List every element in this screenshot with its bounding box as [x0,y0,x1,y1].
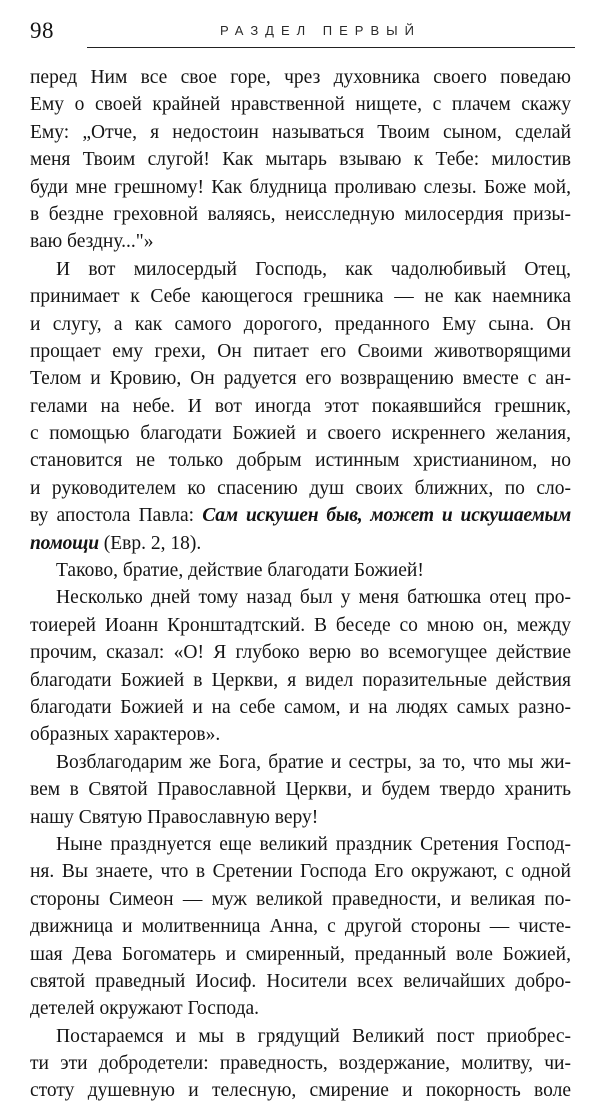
text-line [30,941,571,968]
line-text: Ему: „Отче, я недостоин называться Твоим сыном, сделай [30,121,571,143]
text-line [30,804,571,831]
text-line [30,694,571,721]
line-text: ваю бездну..."» [30,231,154,253]
text-line [30,174,571,201]
line-text: стороны Симеон — муж великой праведности, и великая по- [30,888,571,910]
line-text: и руководителем ко спасению душ своих ближних, по сло- [30,477,571,499]
line-text: образных характеров». [30,724,221,746]
line-text: ти эти добродетели: праведность, воздержание, молитву, чи- [30,1053,571,1075]
text-line [30,502,571,529]
line-text: Постараемся и мы в грядущий Великий пост приобрес- [56,1025,571,1047]
text-line [30,721,571,748]
text-line [30,447,571,474]
text-line [30,612,571,639]
line-text: Ему о своей крайней нравственной нищете, с плачем скажу [30,94,571,116]
text-line [30,1023,571,1050]
text-line [30,1050,571,1077]
line-text: вем в Святой Православной Церкви, и будем твердо хранить [30,779,571,801]
line-text: Телом и Кровию, Он радуется его возвращению вместе с ан- [30,368,571,390]
text-line [30,420,571,447]
text-line [30,338,571,365]
text-line [30,256,571,283]
text-line [30,995,571,1022]
body-text [30,64,571,1105]
line-text: благодати Божией и на себе самом, и на людях самых разно- [30,696,571,718]
text-line [30,913,571,940]
text-line [30,749,571,776]
line-text: перед Ним все свое горе, чрез духовника своего поведаю [30,67,571,88]
line-text: гелами на небе. И вот иногда этот покаявшийся грешник, [30,395,571,417]
line-text: и слугу, а как самого дорогого, преданного Ему сына. Он [30,313,571,335]
text-line [30,201,571,228]
line-text: тоиерей Иоанн Кронштадтский. В беседе со мною он, между [30,614,571,636]
text-line [30,530,571,557]
text-line [30,584,571,611]
text-line [30,64,571,91]
line-text: становится не только добрым истинным христианином, но [30,450,571,472]
text-line [30,557,571,584]
line-text: Таково, братие, действие благодати Божией! [56,560,424,582]
text-line [30,475,571,502]
running-head [30,14,575,48]
line-text: буди мне грешному! Как блудница проливаю слезы. Боже мой, [30,176,571,198]
line-text: ня. Вы знаете, что в Сретении Господа Его окружают, с одной [30,861,571,883]
text-line [30,146,571,173]
line-text: в бездне греховной валяясь, неисследную милосердия призы- [30,203,571,225]
text-line [30,1077,571,1104]
line-text: шая Дева Богоматерь и смиренный, преданный воле Божией, [30,943,571,965]
scripture-reference: (Евр. 2, 18). [98,532,202,554]
header-rule [87,47,575,48]
text-line [30,283,571,310]
line-text: меня Твоим слугой! Как мытарь взываю к Тебе: милостив [30,149,571,171]
scripture-quote: Сам искушен быв, может и искушаемым [202,505,572,527]
text-line [30,667,571,694]
line-text: Возблагодарим же Бога, братие и сестры, за то, что мы жи- [56,751,571,773]
line-text: принимает к Себе кающегося грешника — не как наемника [30,286,571,308]
text-line [30,393,571,420]
line-text: стоту душевную и телесную, смирение и покорность воле [30,1080,571,1102]
text-line [30,639,571,666]
section-title: РАЗДЕЛ ПЕРВЫЙ [220,23,422,38]
line-text: Несколько дней тому назад был у меня батюшка отец про- [56,587,571,609]
line-text: прочим, сказал: «О! Я глубоко верю во всемогущее действие [30,642,571,664]
text-line [30,228,571,255]
line-text: благодати Божией в Церкви, я видел поразительные действия [30,669,571,691]
line-text: детелей окружают Господа. [30,998,260,1020]
text-line [30,831,571,858]
text-line [30,311,571,338]
text-line [30,968,571,995]
line-text: прощает ему грехи, Он питает его Своими животворящими [30,340,571,362]
page-number: 98 [30,18,54,43]
line-text: ву апостола Павла: [30,505,195,527]
scripture-quote: помощи [30,532,99,554]
text-line [30,858,571,885]
line-text: святой праведный Иосиф. Носители всех величайших добро- [30,970,571,992]
line-text: Ныне празднуется еще великий праздник Сретения Господ- [56,833,571,855]
text-line [30,91,571,118]
line-text: нашу Святую Православную веру! [30,806,319,828]
text-line [30,886,571,913]
line-text: И вот милосердый Господь, как чадолюбивый Отец, [56,258,571,280]
text-line [30,776,571,803]
text-line [30,365,571,392]
text-line [30,119,571,146]
line-text: движница и молитвенница Анна, с другой стороны — чисте- [30,916,571,938]
line-text: с помощью благодати Божией и своего искреннего желания, [30,423,571,445]
